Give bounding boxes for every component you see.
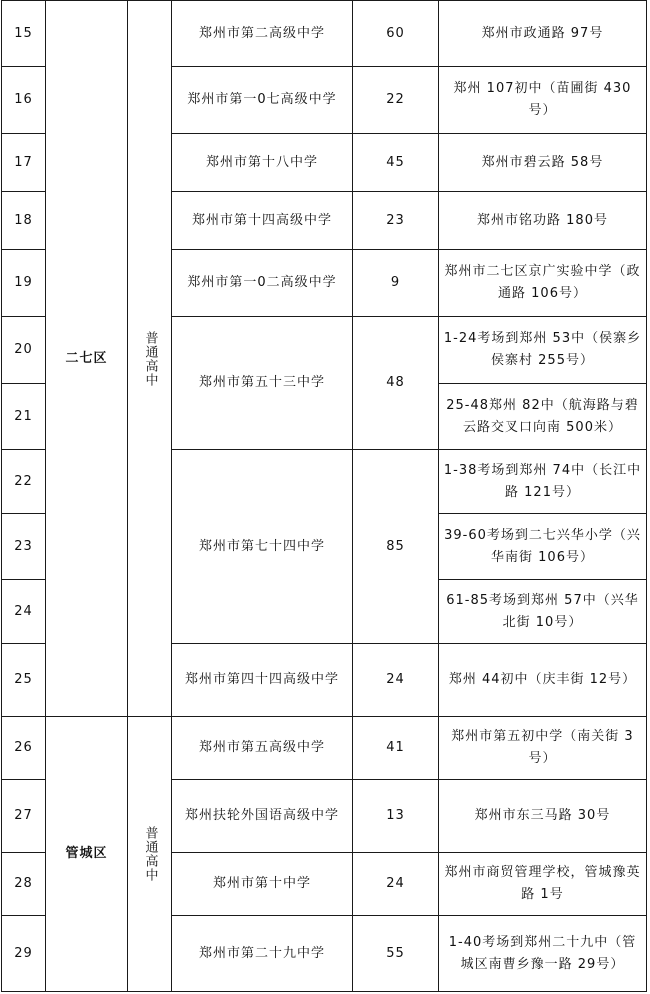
exam-site: 郑州市第五初中学（南关街 3号） bbox=[439, 717, 647, 780]
school-name: 郑州市第一0二高级中学 bbox=[172, 250, 353, 317]
student-count: 45 bbox=[353, 134, 439, 192]
exam-site: 25-48郑州 82中（航海路与碧云路交叉口向南 500米） bbox=[439, 384, 647, 450]
student-count: 48 bbox=[353, 317, 439, 450]
student-count: 9 bbox=[353, 250, 439, 317]
student-count: 60 bbox=[353, 1, 439, 67]
school-name: 郑州市第二十九中学 bbox=[172, 916, 353, 992]
table-row bbox=[2, 1, 647, 67]
school-name: 郑州市第一0七高级中学 bbox=[172, 67, 353, 134]
school-type-cell bbox=[128, 1, 172, 717]
student-count: 85 bbox=[353, 450, 439, 644]
exam-site: 郑州 44初中（庆丰街 12号） bbox=[439, 644, 647, 717]
exam-site: 郑州市碧云路 58号 bbox=[439, 134, 647, 192]
exam-site: 39-60考场到二七兴华小学（兴华南街 106号） bbox=[439, 514, 647, 580]
row-number: 25 bbox=[2, 644, 46, 717]
row-number: 21 bbox=[2, 384, 46, 450]
row-number: 16 bbox=[2, 67, 46, 134]
exam-site-table bbox=[1, 0, 647, 992]
exam-site: 郑州 107初中（苗圃街 430号） bbox=[439, 67, 647, 134]
student-count: 41 bbox=[353, 717, 439, 780]
row-number: 24 bbox=[2, 580, 46, 644]
school-name: 郑州市第十八中学 bbox=[172, 134, 353, 192]
row-number: 15 bbox=[2, 1, 46, 67]
school-name: 郑州市第四十四高级中学 bbox=[172, 644, 353, 717]
row-number: 22 bbox=[2, 450, 46, 514]
exam-site: 1-38考场到郑州 74中（长江中路 121号） bbox=[439, 450, 647, 514]
exam-site: 郑州市铭功路 180号 bbox=[439, 192, 647, 250]
row-number: 29 bbox=[2, 916, 46, 992]
row-number: 26 bbox=[2, 717, 46, 780]
student-count: 24 bbox=[353, 853, 439, 916]
school-name: 郑州市第十四高级中学 bbox=[172, 192, 353, 250]
school-name: 郑州市第五高级中学 bbox=[172, 717, 353, 780]
school-name: 郑州扶轮外国语高级中学 bbox=[172, 780, 353, 853]
exam-site: 郑州市二七区京广实验中学（政通路 106号） bbox=[439, 250, 647, 317]
school-name: 郑州市第五十三中学 bbox=[172, 317, 353, 450]
district-cell: 管城区 bbox=[46, 717, 128, 992]
row-number: 18 bbox=[2, 192, 46, 250]
student-count: 55 bbox=[353, 916, 439, 992]
row-number: 27 bbox=[2, 780, 46, 853]
school-name: 郑州市第二高级中学 bbox=[172, 1, 353, 67]
row-number: 17 bbox=[2, 134, 46, 192]
exam-site: 郑州市商贸管理学校，管城豫英路 1号 bbox=[439, 853, 647, 916]
exam-site: 郑州市东三马路 30号 bbox=[439, 780, 647, 853]
row-number: 28 bbox=[2, 853, 46, 916]
student-count: 24 bbox=[353, 644, 439, 717]
school-type-cell bbox=[128, 717, 172, 992]
school-name: 郑州市第十中学 bbox=[172, 853, 353, 916]
row-number: 23 bbox=[2, 514, 46, 580]
school-name: 郑州市第七十四中学 bbox=[172, 450, 353, 644]
school-type-label: 普通高中 bbox=[142, 826, 158, 882]
table-row bbox=[2, 717, 647, 780]
school-type-label: 普通高中 bbox=[142, 330, 158, 387]
row-number: 20 bbox=[2, 317, 46, 384]
exam-site: 郑州市政通路 97号 bbox=[439, 1, 647, 67]
exam-site: 61-85考场到郑州 57中（兴华北街 10号） bbox=[439, 580, 647, 644]
student-count: 22 bbox=[353, 67, 439, 134]
district-cell: 二七区 bbox=[46, 1, 128, 717]
exam-site: 1-24考场到郑州 53中（侯寨乡侯寨村 255号） bbox=[439, 317, 647, 384]
row-number: 19 bbox=[2, 250, 46, 317]
student-count: 13 bbox=[353, 780, 439, 853]
exam-site: 1-40考场到郑州二十九中（管城区南曹乡豫一路 29号） bbox=[439, 916, 647, 992]
student-count: 23 bbox=[353, 192, 439, 250]
